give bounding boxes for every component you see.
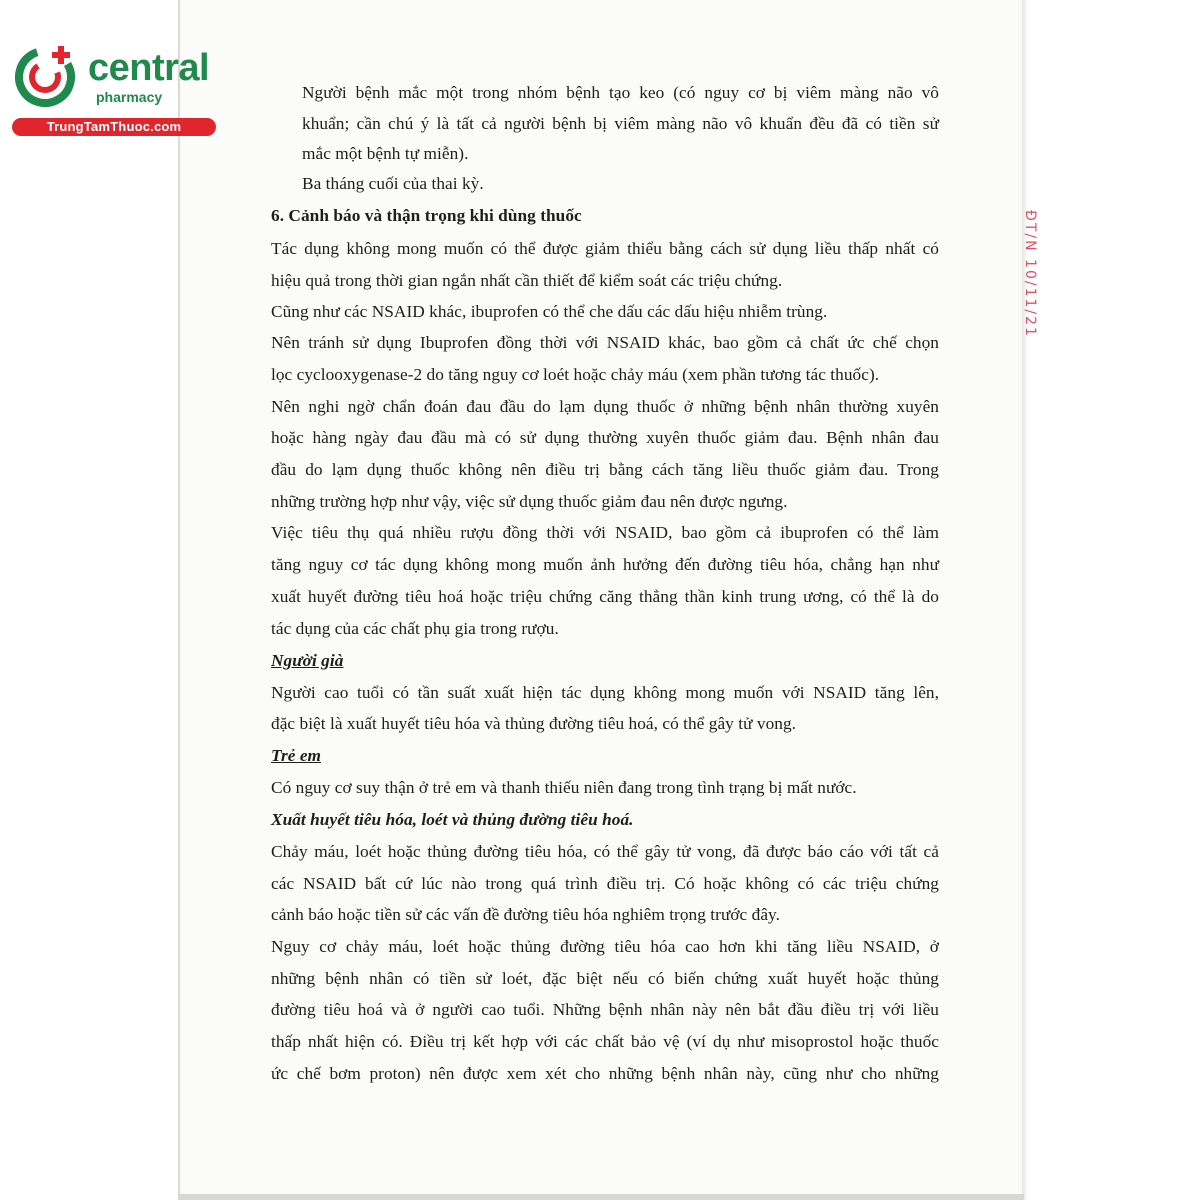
text-line: Nguy cơ chảy máu, loét hoặc thủng đường tiêu hóa cao hơn khi tăng liều NSAID, ở — [271, 937, 939, 956]
text-line: Có nguy cơ suy thận ở trẻ em và thanh thiếu niên đang trong tình trạng bị mất nước. — [271, 778, 857, 797]
text-line: Tác dụng không mong muốn có thể được giảm thiểu bằng cách sử dụng liều thấp nhất có — [271, 239, 939, 258]
central-pharmacy-logo — [8, 36, 213, 136]
subheading-gi-bleeding: Xuất huyết tiêu hóa, loét và thủng đường tiêu hoá. — [271, 810, 634, 829]
text-line: mắc một bệnh tự miễn). — [302, 144, 469, 163]
handwritten-margin-note: ĐT/N 10/11/21 — [1022, 210, 1038, 338]
text-line: ức chế bơm proton) nên được xem xét cho những bệnh nhân này, cũng như cho những — [271, 1064, 939, 1083]
logo-name: central — [88, 47, 210, 89]
text-line: Chảy máu, loét hoặc thủng đường tiêu hóa, có thể gây tử vong, đã được báo cáo với tất cả — [271, 842, 939, 861]
text-line: thấp nhất hiện có. Điều trị kết hợp với các chất bảo vệ (ví dụ như misoprostol hoặc thuốc — [271, 1032, 939, 1051]
text-line: lọc cyclooxygenase-2 do tăng nguy cơ loét hoặc chảy máu (xem phần tương tác thuốc). — [271, 365, 880, 384]
page-bottom-edge — [178, 1194, 1024, 1200]
text-line: đầu do lạm dụng thuốc không nên điều trị bằng cách tăng liều thuốc giảm đau. Trong — [271, 460, 939, 479]
subheading-elderly: Người già — [271, 651, 344, 670]
text-line: xuất huyết đường tiêu hoá hoặc triệu chứng căng thẳng thần kinh trung ương, có thể là do — [271, 587, 939, 606]
text-line: đặc biệt là xuất huyết tiêu hóa và thủng đường tiêu hoá, có thể gây tử vong. — [271, 714, 797, 733]
logo-url-badge: TrungTamThuoc.com — [12, 118, 216, 136]
text-line: Người bệnh mắc một trong nhóm bệnh tạo keo (có nguy cơ bị viêm màng não vô — [302, 83, 939, 102]
text-line: hiệu quả trong thời gian ngắn nhất cần thiết để kiểm soát các triệu chứng. — [271, 271, 783, 290]
page-edge-shadow — [1022, 0, 1028, 1200]
text-line: Cũng như các NSAID khác, ibuprofen có thể che dấu các dấu hiệu nhiễm trùng. — [271, 302, 828, 321]
text-line: Việc tiêu thụ quá nhiều rượu đồng thời với NSAID, bao gồm cả ibuprofen có thể làm — [271, 523, 939, 542]
text-line: đường tiêu hoá và ở người cao tuổi. Những bệnh nhân này nên bắt đầu điều trị với liều — [271, 1000, 939, 1019]
pharmacy-cross-icon — [12, 40, 82, 110]
text-line: Nên tránh sử dụng Ibuprofen đồng thời với NSAID khác, bao gồm cả chất ức chế chọn — [271, 333, 939, 352]
text-line: hoặc hàng ngày đau đầu mà có sử dụng thường xuyên thuốc giảm đau. Bệnh nhân đau — [271, 428, 939, 447]
text-line: những trường hợp như vậy, việc sử dụng thuốc giảm đau nên được ngưng. — [271, 492, 788, 511]
logo-subtitle: pharmacy — [96, 89, 163, 105]
subheading-children: Trẻ em — [271, 746, 322, 765]
text-line: những bệnh nhân có tiền sử loét, đặc biệt nếu có biến chứng xuất huyết hoặc thủng — [271, 969, 939, 988]
text-line: tăng nguy cơ tác dụng không mong muốn ảnh hưởng đến đường tiêu hóa, chẳng hạn như — [271, 555, 939, 574]
text-line: các NSAID bất cứ lúc nào trong quá trình điều trị. Có hoặc không có các triệu chứng — [271, 874, 939, 893]
text-line: cảnh báo hoặc tiền sử các vấn đề đường tiêu hóa nghiêm trọng trước đây. — [271, 905, 780, 924]
text-line: Người cao tuổi có tần suất xuất hiện tác dụng không mong muốn với NSAID tăng lên, — [271, 683, 939, 702]
text-line: khuẩn; cần chú ý là tất cả người bệnh bị viêm màng não vô khuẩn đều đã có tiền sử — [302, 114, 939, 133]
text-line: Ba tháng cuối của thai kỳ. — [302, 174, 484, 193]
text-line: Nên nghi ngờ chẩn đoán đau đầu do lạm dụng thuốc ở những bệnh nhân thường xuyên — [271, 397, 939, 416]
section-heading: 6. Cảnh báo và thận trọng khi dùng thuốc — [271, 206, 582, 225]
text-line: tác dụng của các chất phụ gia trong rượu. — [271, 619, 559, 638]
